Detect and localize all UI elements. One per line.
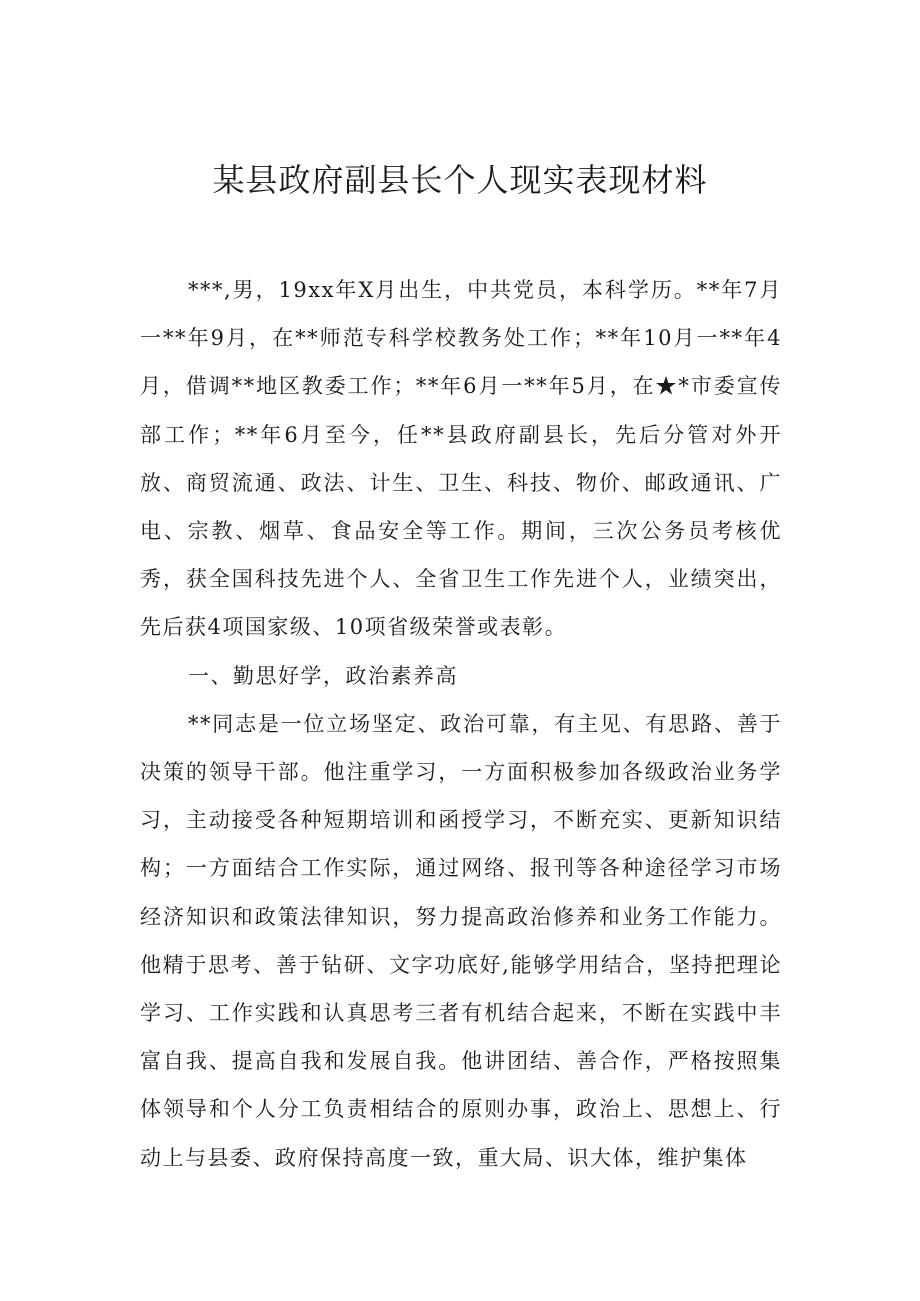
paragraph-biography: ***,男，19xx年X月出生，中共党员，本科学历。**年7月一**年9月，在**师范专科学校教务处工作；**年10月一**年4月，借调**地区教委工作；**年6月一**年5月，在★*市委宣传部工作；**年6月至今，任**县政府副县长，先后分管对外开放、商贸流通、政法、计生、卫生、科技、物价、邮政通讯、广电、宗教、烟草、食品安全等工作。期间，三次公务员考核优秀，获全国科技先进个人、全省卫生工作先进个人，业绩突出，先后获4项国家级、10项省级荣誉或表彰。 [140,278,782,640]
document-body [140,266,782,1182]
document-title: 某县政府副县长个人现实表现材料 [212,161,708,199]
section-heading-1: 一、勤思好学，政治素养高 [188,663,458,688]
paragraph-section-1: **同志是一位立场坚定、政治可靠，有主见、有思路、善于决策的领导干部。他注重学习，一方面积极参加各级政治业务学习，主动接受各种短期培训和函授学习，不断充实、更新知识结构；一方面结合工作实际，通过网络、报刊等各种途径学习市场经济知识和政策法律知识，努力提高政治修养和业务工作能力。他精于思考、善于钻研、文字功底好,能够学用结合，坚持把理论学习、工作实践和认真思考三者有机结合起来，不断在实践中丰富自我、提高自我和发展自我。他讲团结、善合作，严格按照集体领导和个人分工负责相结合的原则办事，政治上、思想上、行动上与县委、政府保持高度一致，重大局、识大体，维护集体 [140,711,782,1170]
